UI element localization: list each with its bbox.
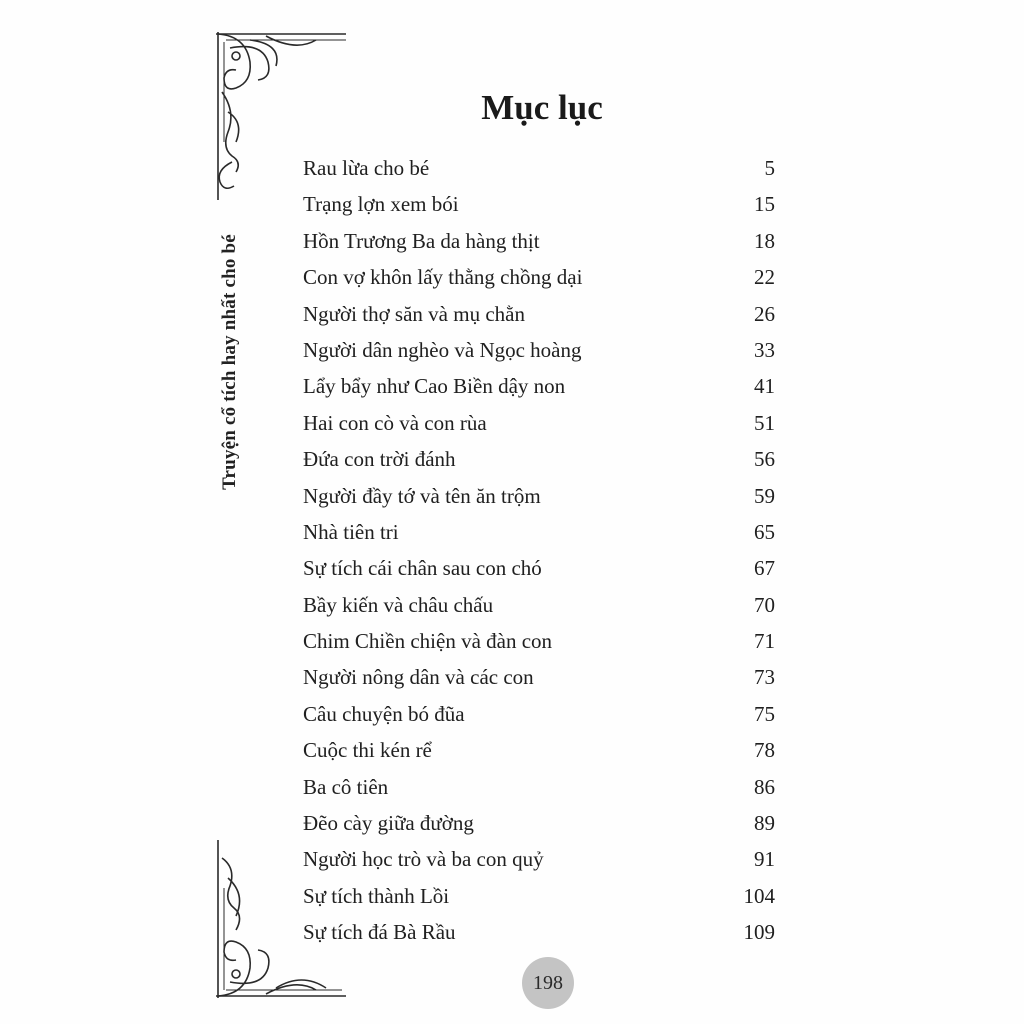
toc-entry (303, 447, 775, 483)
toc-entry-title: Trạng lợn xem bói (303, 192, 459, 217)
toc-entry-page: 91 (754, 847, 775, 872)
toc-entry-page: 75 (754, 701, 775, 726)
toc-entry-page: 56 (754, 447, 775, 472)
toc-entry-title: Sự tích cái chân sau con chó (303, 556, 542, 581)
toc-entry-title: Hai con cò và con rùa (303, 410, 487, 435)
toc-entry (303, 593, 775, 629)
toc-entry-title: Người học trò và ba con quỷ (303, 847, 544, 872)
toc-entry-title: Người thợ săn và mụ chằn (303, 301, 525, 326)
toc-entry-page: 67 (754, 556, 775, 581)
toc-entry (303, 556, 775, 592)
toc-entry-title: Rau lừa cho bé (303, 156, 430, 180)
toc-entry-title: Bầy kiến và châu chấu (303, 592, 494, 617)
spine-title-text: Truyện cổ tích hay nhất cho bé (219, 234, 240, 490)
toc-entry (303, 484, 775, 520)
toc-entry (303, 811, 775, 847)
toc-entry-page: 73 (754, 665, 775, 690)
toc-entry-page: 26 (754, 301, 775, 326)
toc-entry-title: Sự tích đá Bà Rầu (303, 920, 456, 945)
toc-entry (303, 374, 775, 410)
toc-entry (303, 302, 775, 338)
toc-entry (303, 665, 775, 701)
toc-entry-page: 86 (754, 774, 775, 799)
toc-entry-page: 33 (754, 337, 775, 362)
toc-entry-page: 78 (754, 738, 775, 763)
toc-entry-page: 71 (754, 629, 775, 654)
toc-entry (303, 265, 775, 301)
toc-entry-title: Lẩy bẩy như Cao Biền dậy non (303, 374, 566, 399)
toc-entry-page: 22 (754, 265, 775, 290)
toc-entry-page: 59 (754, 483, 775, 508)
toc-entry-title: Người nông dân và các con (303, 665, 534, 690)
toc-entry-title: Nhà tiên tri (303, 519, 399, 544)
toc-entry (303, 702, 775, 738)
toc-entry (303, 229, 775, 265)
toc-entry-title: Đẽo cày giữa đường (303, 811, 474, 836)
toc-entry-title: Đứa con trời đánh (303, 447, 456, 472)
toc-entry-page: 15 (754, 192, 775, 217)
toc-entry (303, 520, 775, 556)
toc-entry-title: Người dân nghèo và Ngọc hoàng (303, 337, 582, 362)
toc-entry-title: Sự tích thành Lồi (303, 883, 450, 908)
table-of-contents (303, 156, 775, 957)
toc-entry (303, 775, 775, 811)
toc-entry-page: 18 (754, 228, 775, 253)
page-number: 198 (533, 971, 563, 994)
toc-entry-page: 51 (754, 410, 775, 435)
toc-heading: Mục lục (481, 88, 603, 127)
page-number-badge (522, 957, 574, 1009)
toc-entry (303, 629, 775, 665)
toc-entry-title: Chim Chiền chiện và đàn con (303, 629, 553, 654)
toc-entry-title: Con vợ khôn lấy thằng chồng dại (303, 265, 583, 290)
toc-entry-page: 104 (743, 883, 775, 908)
toc-entry-page: 70 (754, 592, 775, 617)
toc-entry-page: 89 (754, 811, 775, 836)
toc-entry (303, 411, 775, 447)
toc-entry-title: Câu chuyện bó đũa (303, 701, 465, 726)
toc-entry-title: Hồn Trương Ba da hàng thịt (303, 228, 540, 253)
toc-entry-page: 65 (754, 519, 775, 544)
toc-entry (303, 156, 775, 192)
toc-entry-title: Ba cô tiên (303, 774, 389, 799)
toc-entry-page: 109 (743, 920, 775, 945)
toc-entry (303, 338, 775, 374)
toc-entry (303, 884, 775, 920)
toc-entry (303, 738, 775, 774)
toc-entry-title: Người đầy tớ và tên ăn trộm (303, 483, 541, 508)
toc-entry (303, 920, 775, 956)
toc-entry-page: 5 (764, 156, 775, 180)
toc-entry-page: 41 (754, 374, 775, 399)
toc-entry (303, 847, 775, 883)
toc-entry (303, 192, 775, 228)
toc-entry-title: Cuộc thi kén rể (303, 738, 432, 763)
